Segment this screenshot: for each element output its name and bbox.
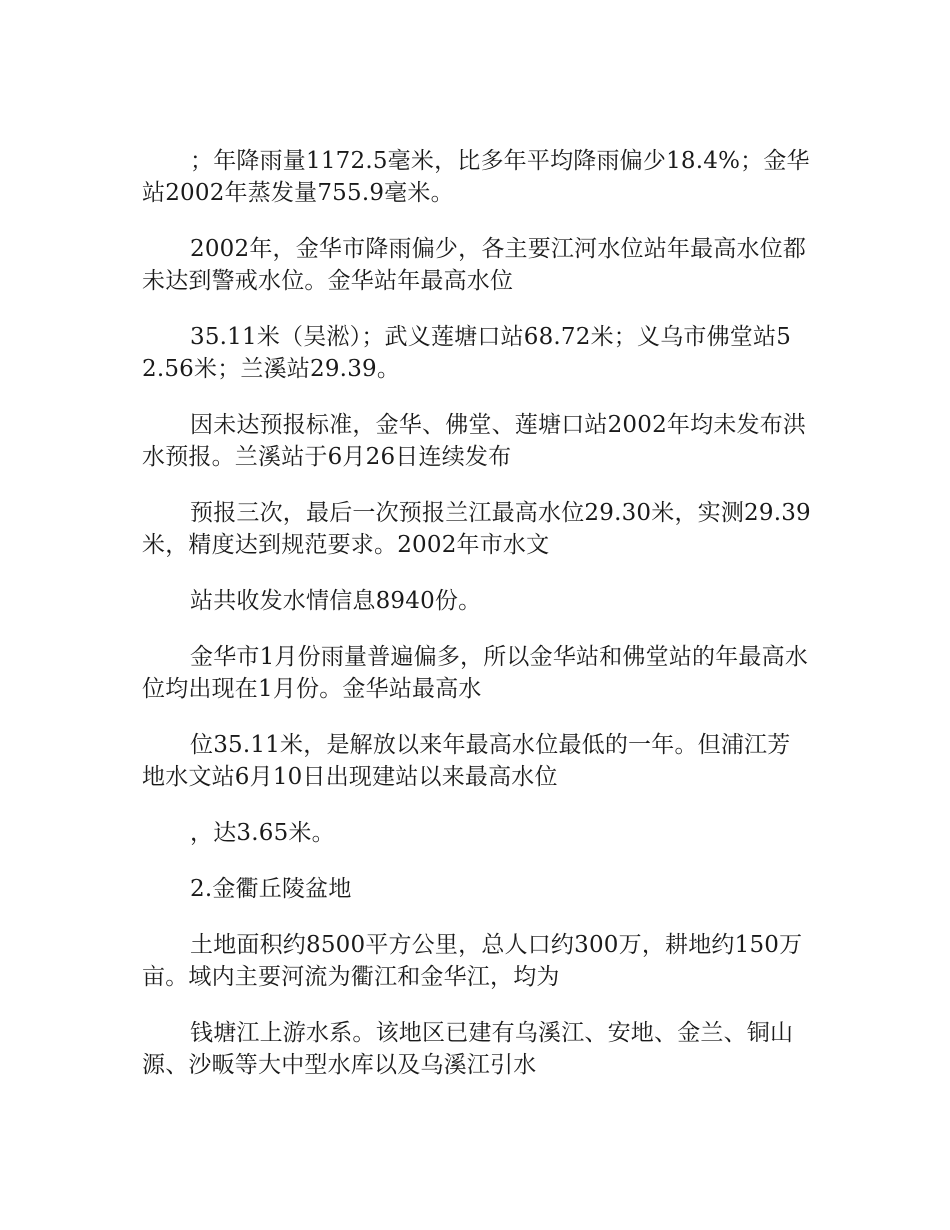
paragraph-10: 土地面积约8500平方公里，总人口约300万，耕地约150万亩。域内主要河流为衢江和金华江，均为 xyxy=(142,932,803,990)
paragraph-7: 金华市1月份雨量普遍偏多，所以金华站和佛堂站的年最高水位均出现在1月份。金华站最高水 xyxy=(142,644,809,702)
paragraph-8: 位35.11米，是解放以来年最高水位最低的一年。但浦江芳地水文站6月10日出现建站以来最高水位 xyxy=(142,732,791,790)
paragraph-5: 预报三次，最后一次预报兰江最高水位29.30米，实测29.39米，精度达到规范要求。2002年市水文 xyxy=(142,500,811,558)
paragraph-3: 35.11米（吴淞）；武义莲塘口站68.72米；义乌市佛堂站52.56米；兰溪站29.39。 xyxy=(142,324,792,382)
section-heading: 2.金衢丘陵盆地 xyxy=(190,876,352,902)
document-body xyxy=(142,145,812,1105)
paragraph-2: 2002年，金华市降雨偏少，各主要江河水位站年最高水位都未达到警戒水位。金华站年最高水位 xyxy=(142,236,807,294)
paragraph-9: ，达3.65米。 xyxy=(190,820,335,846)
paragraph-6: 站共收发水情信息8940份。 xyxy=(190,588,482,614)
paragraph-11: 钱塘江上游水系。该地区已建有乌溪江、安地、金兰、铜山源、沙畈等大中型水库以及乌溪江引水 xyxy=(142,1020,794,1078)
paragraph-1: ；年降雨量1172.5毫米，比多年平均降雨偏少18.4%；金华站2002年蒸发量755.9毫米。 xyxy=(142,148,810,206)
paragraph-4: 因未达预报标准，金华、佛堂、莲塘口站2002年均未发布洪水预报。兰溪站于6月26日连续发布 xyxy=(142,412,807,470)
